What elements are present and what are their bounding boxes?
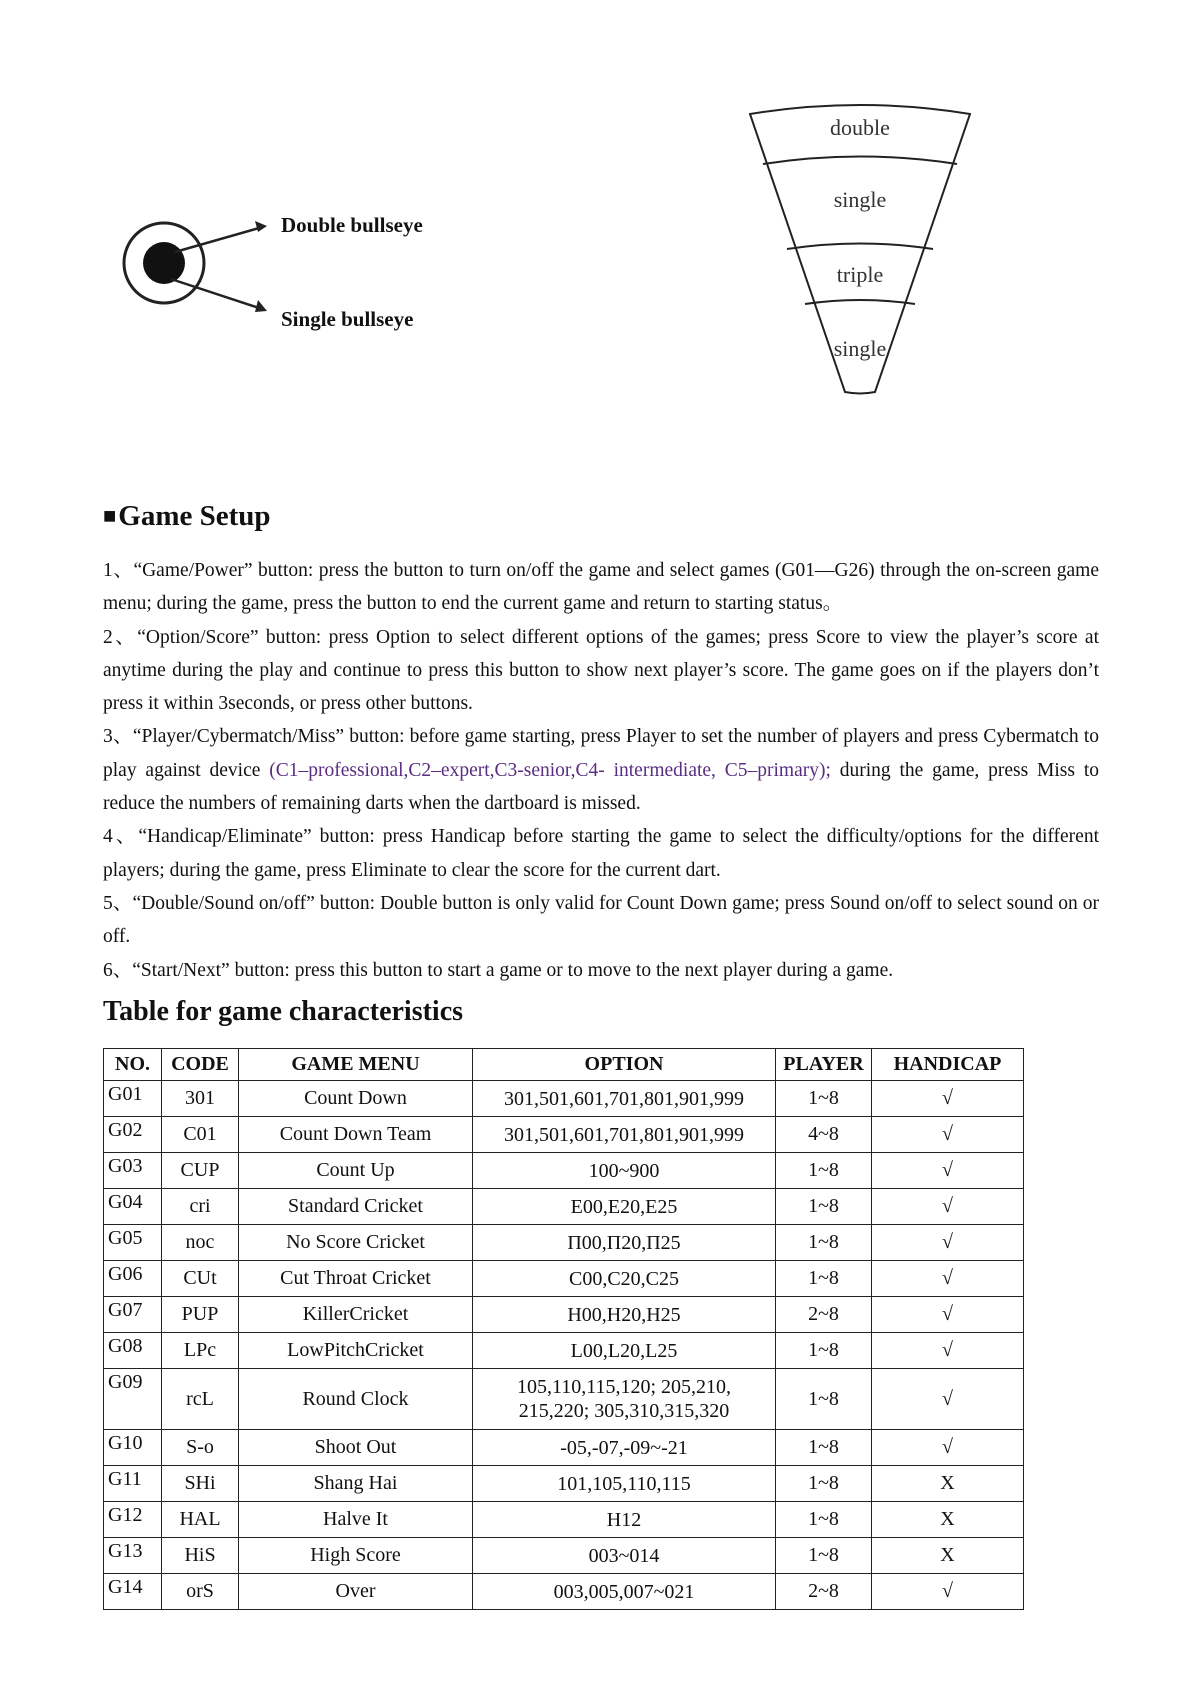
cell-game-menu: Count Up xyxy=(239,1153,473,1189)
cell-no: G09 xyxy=(104,1369,162,1430)
cell-code: noc xyxy=(162,1225,239,1261)
table-row xyxy=(104,1333,1024,1369)
segment-divider xyxy=(805,300,915,304)
table-row xyxy=(104,1189,1024,1225)
cell-player: 4~8 xyxy=(776,1117,872,1153)
cell-player: 2~8 xyxy=(776,1574,872,1610)
cybermatch-levels: (C1–professional,C2–expert,C3-senior,C4- intermediate, C5–primary); xyxy=(269,759,831,781)
cell-code: LPc xyxy=(162,1333,239,1369)
cell-game-menu: No Score Cricket xyxy=(239,1225,473,1261)
dartboard-segment-diagram xyxy=(740,102,980,402)
column-header-player: PLAYER xyxy=(776,1049,872,1081)
instruction-item: 4、“Handicap/Eliminate” button: press Handicap before starting the game to select the difficulty/options for the different players; during the game, press Eliminate to clear the score for the current dart. xyxy=(103,826,1099,881)
table-row xyxy=(104,1430,1024,1466)
cell-game-menu: Count Down xyxy=(239,1081,473,1117)
cell-player: 1~8 xyxy=(776,1369,872,1430)
cell-player: 1~8 xyxy=(776,1466,872,1502)
cell-handicap: √ xyxy=(872,1369,1024,1430)
segment-label: single xyxy=(833,336,887,361)
cell-option: C00,C20,C25 xyxy=(473,1261,776,1297)
cell-handicap: X xyxy=(872,1538,1024,1574)
cell-no: G11 xyxy=(104,1466,162,1502)
cell-game-menu: Halve It xyxy=(239,1502,473,1538)
cell-no: G08 xyxy=(104,1333,162,1369)
cell-code: 301 xyxy=(162,1081,239,1117)
cell-option: H12 xyxy=(473,1502,776,1538)
cell-handicap: √ xyxy=(872,1117,1024,1153)
single-bullseye-label: Single bullseye xyxy=(281,307,414,331)
cell-handicap: X xyxy=(872,1466,1024,1502)
table-row xyxy=(104,1574,1024,1610)
table-row xyxy=(104,1369,1024,1430)
cell-no: G10 xyxy=(104,1430,162,1466)
cell-handicap: √ xyxy=(872,1261,1024,1297)
single-arrow-head xyxy=(255,300,267,312)
cell-no: G02 xyxy=(104,1117,162,1153)
setup-instructions xyxy=(103,554,1099,987)
game-setup-heading xyxy=(103,500,271,533)
cell-option: L00,L20,L25 xyxy=(473,1333,776,1369)
cell-player: 1~8 xyxy=(776,1333,872,1369)
cell-no: G12 xyxy=(104,1502,162,1538)
cell-player: 1~8 xyxy=(776,1502,872,1538)
cell-no: G13 xyxy=(104,1538,162,1574)
column-header-game-menu: GAME MENU xyxy=(239,1049,473,1081)
column-header-code: CODE xyxy=(162,1049,239,1081)
cell-option: 301,501,601,701,801,901,999 xyxy=(473,1117,776,1153)
double-arrow-head xyxy=(255,221,267,232)
cell-handicap: √ xyxy=(872,1574,1024,1610)
cell-no: G01 xyxy=(104,1081,162,1117)
instruction-item: 5、“Double/Sound on/off” button: Double button is only valid for Count Down game; press Sound on/off to select sound on or off. xyxy=(103,892,1099,948)
cell-game-menu: Shoot Out xyxy=(239,1430,473,1466)
cell-player: 1~8 xyxy=(776,1261,872,1297)
cell-player: 2~8 xyxy=(776,1297,872,1333)
cell-game-menu: Shang Hai xyxy=(239,1466,473,1502)
column-header-handicap: HANDICAP xyxy=(872,1049,1024,1081)
column-header-option: OPTION xyxy=(473,1049,776,1081)
cell-game-menu: Over xyxy=(239,1574,473,1610)
cell-no: G07 xyxy=(104,1297,162,1333)
column-header-no: NO. xyxy=(104,1049,162,1081)
single-bullseye-arrow xyxy=(171,279,259,308)
cell-handicap: √ xyxy=(872,1225,1024,1261)
cell-no: G05 xyxy=(104,1225,162,1261)
cell-line: 105,110,115,120; 205,210, xyxy=(516,1376,732,1398)
segment-divider xyxy=(787,244,933,250)
table-row xyxy=(104,1261,1024,1297)
cell-option: 003,005,007~021 xyxy=(473,1574,776,1610)
cell-player: 1~8 xyxy=(776,1538,872,1574)
segment-divider xyxy=(763,157,957,165)
cell-handicap: √ xyxy=(872,1297,1024,1333)
cell-code: cri xyxy=(162,1189,239,1225)
cell-code: HiS xyxy=(162,1538,239,1574)
cell-game-menu: Round Clock xyxy=(239,1369,473,1430)
cell-option: Π00,Π20,Π25 xyxy=(473,1225,776,1261)
cell-player: 1~8 xyxy=(776,1225,872,1261)
cell-player: 1~8 xyxy=(776,1153,872,1189)
cell-no: G03 xyxy=(104,1153,162,1189)
cell-option: -05,-07,-09~-21 xyxy=(473,1430,776,1466)
table-row xyxy=(104,1502,1024,1538)
double-bullseye-label: Double bullseye xyxy=(281,213,423,237)
cell-option: 100~900 xyxy=(473,1153,776,1189)
cell-no: G14 xyxy=(104,1574,162,1610)
cell-game-menu: Cut Throat Cricket xyxy=(239,1261,473,1297)
cell-game-menu: High Score xyxy=(239,1538,473,1574)
table-row xyxy=(104,1081,1024,1117)
cell-option: 003~014 xyxy=(473,1538,776,1574)
segment-label: triple xyxy=(836,262,884,287)
cell-game-menu: Standard Cricket xyxy=(239,1189,473,1225)
square-bullet-icon: ■ xyxy=(103,503,117,528)
cell-handicap: √ xyxy=(872,1333,1024,1369)
cell-no: G06 xyxy=(104,1261,162,1297)
cell-game-menu: LowPitchCricket xyxy=(239,1333,473,1369)
table-row xyxy=(104,1117,1024,1153)
game-setup-title: Game Setup xyxy=(118,500,271,532)
instruction-item: 2、“Option/Score” button: press Option to select different options of the games; press Score to view the player’s score at anytime during the play and continue to press this button to show next player’s score. The game goes on if the players don’t press it within 3seconds, or press other buttons. xyxy=(103,626,1099,715)
cell-code: S-o xyxy=(162,1430,239,1466)
instruction-item: 1、“Game/Power” button: press the button to turn on/off the game and select games (G01—G26) through the on-screen game menu; during the game, press the button to end the current game and return to starting status。 xyxy=(103,560,1099,615)
cell-code: rcL xyxy=(162,1369,239,1430)
cell-handicap: X xyxy=(872,1502,1024,1538)
cell-game-menu: KillerCricket xyxy=(239,1297,473,1333)
table-row xyxy=(104,1153,1024,1189)
cell-code: C01 xyxy=(162,1117,239,1153)
cell-option: 101,105,110,115 xyxy=(473,1466,776,1502)
cell-handicap: √ xyxy=(872,1153,1024,1189)
cell-handicap: √ xyxy=(872,1081,1024,1117)
cell-no: G04 xyxy=(104,1189,162,1225)
game-characteristics-table xyxy=(103,1048,1024,1610)
cell-code: CUt xyxy=(162,1261,239,1297)
cell-player: 1~8 xyxy=(776,1081,872,1117)
cell-handicap: √ xyxy=(872,1430,1024,1466)
table-body xyxy=(104,1081,1024,1610)
cell-option: 301,501,601,701,801,901,999 xyxy=(473,1081,776,1117)
cell-code: SHi xyxy=(162,1466,239,1502)
cell-code: PUP xyxy=(162,1297,239,1333)
table-row xyxy=(104,1297,1024,1333)
cell-game-menu: Count Down Team xyxy=(239,1117,473,1153)
segment-label: double xyxy=(830,115,890,140)
cell-player: 1~8 xyxy=(776,1430,872,1466)
instruction-text: 3、“Player/Cybermatch/Miss” button: before game starting, press Player to set the number of players and press Cybermatch to play against device xyxy=(103,726,1099,781)
instruction-item: 6、“Start/Next” button: press this button to start a game or to move to the next player during a game. xyxy=(103,959,894,981)
instruction-item xyxy=(103,720,1099,820)
table-row xyxy=(104,1466,1024,1502)
bullseye-diagram xyxy=(115,200,275,320)
cell-option: E00,E20,E25 xyxy=(473,1189,776,1225)
cell-option: H00,H20,H25 xyxy=(473,1297,776,1333)
cell-option xyxy=(473,1369,776,1430)
table-title: Table for game characteristics xyxy=(103,996,464,1027)
cell-code: orS xyxy=(162,1574,239,1610)
cell-handicap: √ xyxy=(872,1189,1024,1225)
double-bullseye-dot xyxy=(143,242,185,284)
table-header-row xyxy=(104,1049,1024,1081)
table-row xyxy=(104,1225,1024,1261)
cell-player: 1~8 xyxy=(776,1189,872,1225)
cell-line: 215,220; 305,310,315,320 xyxy=(518,1400,730,1422)
segment-label: single xyxy=(833,187,887,212)
cell-code: HAL xyxy=(162,1502,239,1538)
instruction-text: during the game, press Miss to reduce the numbers of remaining darts when the dartboard is missed. xyxy=(103,759,1099,815)
table-row xyxy=(104,1538,1024,1574)
cell-code: CUP xyxy=(162,1153,239,1189)
